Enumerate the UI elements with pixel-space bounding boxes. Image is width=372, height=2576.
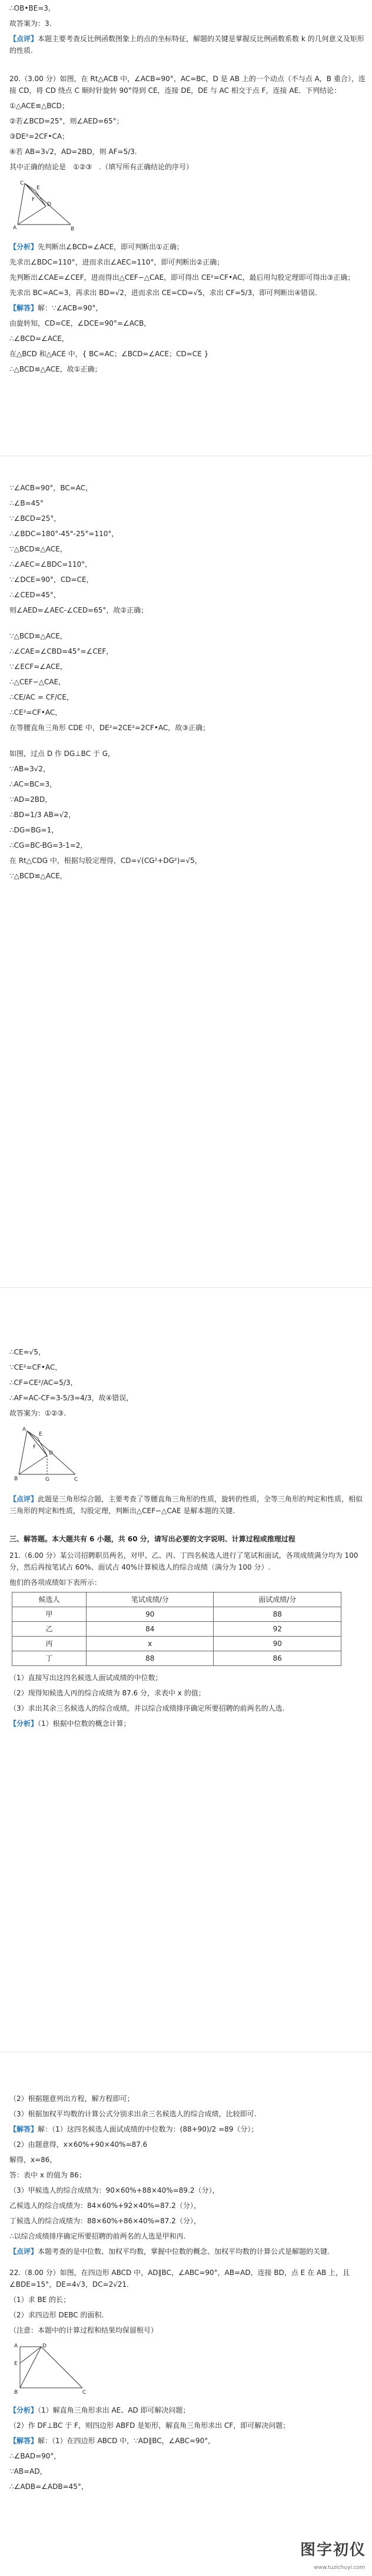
solution-text: 解：（1）这四名候选人面试成绩的中位数为：(88+90)/2 =89（分）； [38, 2125, 258, 2133]
text-line: 在等腰直角三角形 CDE 中，DE²=2CE²=2CF•AC，故③正确； [9, 724, 210, 732]
fig-label: E [14, 2361, 18, 2367]
question-21-table-intro: 他们的各项成绩如下表所示： [9, 1578, 102, 1587]
table-cell: 90 [86, 1607, 214, 1622]
sub-question: （1）直接写出这四名候选人面试成绩的中位数； [9, 1674, 162, 1682]
fig-label: C [20, 180, 24, 186]
solution-text: （2）由题意得，x×60%+90×40%=87.6 [9, 2140, 148, 2149]
solution-text: 乙候选人的综合成绩为：84×60%+92×40%=87.2（分）， [9, 2202, 201, 2210]
analysis-paragraph [9, 2404, 367, 2416]
analysis-text: 先求出 BC=AC=3，再求出 BD=√2，进而求出 CE=CD=√5，求出 CF=5/3，即可判断出④错误. [9, 289, 317, 297]
fig-label: E [39, 1431, 42, 1437]
sub-question: （2）求四边形 DEBC 的面积. [9, 2311, 104, 2319]
solution-text: ∴∠BCD=∠ACE， [9, 334, 69, 343]
geometry-figure-q22 [12, 2342, 88, 2395]
fig-label: A [22, 1427, 26, 1433]
fig-label: C [82, 2390, 87, 2395]
table-cell: 丁 [12, 1651, 87, 1666]
text-line: 如图，过点 D 作 DG⊥BC 于 G， [9, 750, 115, 758]
solution-text: （3）甲候选人的综合成绩为：90×60%+88×40%=89.2（分）， [9, 2186, 220, 2194]
fig-label: B [14, 1476, 18, 1482]
text-line: ∵AD=2BD， [9, 795, 52, 804]
analysis-text: 先判断出∠CAE=∠CEF，进而得出△CEF∽△CAE，即可得出 CE²=CF•AC，最后用勾股定理即可得出③正确； [9, 273, 355, 282]
text-line: 故答案为：3. [9, 19, 52, 28]
table-header-cell: 候选人 [12, 1593, 87, 1607]
text-line: ∵CE²=CF•AC， [9, 1363, 62, 1371]
analysis-text: （1）根据中位数的概念计算； [38, 1719, 131, 1728]
analysis-paragraph [9, 241, 367, 253]
section-title: 三、解答题。本大题共有 6 小题，共 60 分，请写出必要的文字说明、计算过程或推理过程 [9, 1535, 295, 1543]
question-20-stem: 20.（3.00 分）如图，在 Rt△ACB 中，∠ACB=90°，AC=BC，D 是 AB 上的一个动点（不与点 A，B 重合），连接 CD，将 CD 绕点 C 顺时针旋转 90°得到 CE，连接 DE，DE 与 AC 相交于点 F，连接 AE．下列结论： [9, 75, 366, 95]
statement-1: ①△ACE≌△BCD； [9, 102, 69, 110]
question-note: （注意：本题中的计算过程和结果均保留根号） [9, 2326, 158, 2334]
text-line: ∴AF=AC-CF=3-5/3=4/3，故④错误， [9, 1394, 134, 1402]
table-cell: 丙 [12, 1637, 87, 1651]
solution-paragraph [9, 2123, 367, 2135]
table-cell: 92 [214, 1622, 341, 1637]
table-row [12, 1651, 341, 1666]
table-row [12, 1637, 341, 1651]
analysis-tag: 【分析】 [9, 2406, 38, 2414]
solution-tag: 【解答】 [9, 304, 38, 312]
note-paragraph [9, 1493, 367, 1517]
solution-text: ∵AB=AD， [9, 2467, 47, 2475]
text-line: ∵∠DCE=90°，CD=CE， [9, 576, 94, 584]
analysis-tag: 【分析】 [9, 1719, 38, 1728]
question-20-answer-line: 其中正确的结论是 ①②③ .（填写所有正确结论的序号） [9, 163, 194, 171]
solution-text: ∴∠ADB=∠ADB=45°， [9, 2483, 88, 2491]
text-line: ∴OB•BE=3, [9, 4, 51, 12]
solution-text: 解：∵∠ACB=90°， [38, 304, 103, 312]
text-line: ∴∠CED=45°， [9, 591, 61, 599]
note-text: 本题考查的是中位数、加权平均数，掌握中位数的概念、加权平均数的计算公式是解题的关键. [38, 2247, 330, 2256]
text-line: ∵△BCD≌△ACE， [9, 872, 67, 880]
table-header-row [12, 1593, 341, 1607]
fig-label: B [71, 226, 75, 232]
fig-label: E [36, 185, 40, 191]
fig-label: C [74, 1477, 78, 1483]
analysis-tag: 【分析】 [9, 243, 38, 251]
page-3 [5, 1346, 367, 1733]
text-line: ∴DG=BG=1， [9, 826, 59, 834]
text-line: ∴CE=√5， [9, 1348, 45, 1356]
text-line: ∴∠AEC=∠BDC=110°， [9, 560, 92, 568]
table-cell: 84 [86, 1622, 214, 1637]
text-line: ∴AC=BC=3， [9, 780, 57, 788]
text-line: ∴BD=1/3 AB=√2， [9, 811, 76, 819]
text-line: （3）根据加权平均数的计算公式分别求出余三名候选人的综合成绩，比较即可. [9, 2110, 257, 2118]
solution-text: 解：（1）在四边形 ABCD 中，∵AD∥BC，∠ABC=90°， [38, 2437, 215, 2445]
solution-paragraph [9, 302, 367, 314]
sub-question: （3）求出其余三名候选人的综合成绩，并以综合成绩排序确定所要招聘的前两名的人选. [9, 1704, 285, 1712]
geometry-figure-q20 [12, 179, 77, 232]
page-2 [5, 482, 367, 885]
solution-paragraph [9, 2435, 367, 2447]
text-line: ∴∠B=45° [9, 499, 44, 507]
note-text: 此题是三角形综合题，主要考查了等腰直角三角形的性质，旋转的性质，全等三角形的判定和性质，相似三角形的判定和性质，勾股定理，判断出△CEF∽△CAE 是解本题的关键. [9, 1495, 363, 1515]
geometry-figure-q20-solution [12, 1425, 82, 1484]
solution-text: ∴△BCD≌△ACE，故①正确； [9, 365, 102, 373]
text-line: 故答案为：①②③. [9, 1409, 67, 1417]
table-row [12, 1622, 341, 1637]
statement-3: ③DE²=2CF•CA； [9, 132, 69, 140]
watermark-logo-text: 图字初仪 [300, 2541, 366, 2559]
text-line: ∵△BCD≌△ACE， [9, 632, 67, 640]
table-cell: 甲 [12, 1607, 87, 1622]
table-cell: 乙 [12, 1622, 87, 1637]
solution-text: 在△BCD 和△ACE 中，{ BC=AC；∠BCD=∠ACE；CD=CE } [9, 350, 209, 358]
solution-text: 答：表中 x 的值为 86； [9, 2171, 86, 2179]
fig-label: F [33, 1444, 36, 1450]
text-line: ∵∠ECF=∠ACE， [9, 663, 68, 671]
solution-tag: 【解答】 [9, 2125, 38, 2133]
solution-text: ∴∠BAD=90°， [9, 2452, 61, 2460]
note-tag: 【点评】 [9, 1495, 38, 1503]
solution-text: 解得，x=86， [9, 2156, 57, 2164]
text-line: ∵∠ACB=90°，BC=AC， [9, 484, 93, 492]
table-row [12, 1607, 341, 1622]
solution-text: 丁候选人的综合成绩为：88×60%+86×40%=87.2（分）， [9, 2217, 201, 2225]
table-cell: 86 [214, 1651, 341, 1666]
analysis-text: （2）作 DF⊥BC 于 F，则四边形 ABFD 是矩形，解直角三角形求出 CF，即可解决问题； [9, 2421, 290, 2430]
sub-question: （2）现得知候选人丙的综合成绩为 87.6 分，求表中 x 的值； [9, 1689, 205, 1697]
text-line: ∵AB=3√2， [9, 765, 51, 773]
score-table [12, 1592, 341, 1666]
solution-text: 由旋转知，CD=CE，∠DCE=90°=∠ACB， [9, 319, 151, 327]
text-line: ∴CE/AC = CF/CE， [9, 693, 74, 701]
sub-question: （1）求 BE 的长； [9, 2296, 71, 2304]
analysis-text: （1）解直角三角形求出 AE、AD 即可解决问题； [38, 2406, 190, 2414]
table-cell: 88 [214, 1607, 341, 1622]
table-header-cell: 笔试成绩/分 [86, 1593, 214, 1607]
page-divider [0, 1287, 372, 1288]
solution-text: ∴以综合成绩排序确定所要招聘的前两名的人选是甲和丙. [9, 2232, 186, 2240]
fig-label: A [13, 225, 17, 231]
text-line: ∴CF=CE²/AC=5/3， [9, 1379, 78, 1387]
fig-label: A [14, 2343, 18, 2349]
page-4 [5, 2093, 367, 2496]
note-paragraph [9, 2246, 367, 2257]
question-21-stem: 21.（6.00 分）某公司招聘职员两名，对甲、乙、丙、丁四名候选人进行了笔试和面试，各项成绩满分均为 100 分，然后再按笔试占 60%、面试占 40%计算候选人的综合成绩（满分为 100 分）. [9, 1551, 361, 1571]
note-tag: 【点评】 [9, 2247, 38, 2256]
watermark-url: www.tuzichuyi.com [314, 2565, 365, 2571]
text-line: ∴∠CAE=∠CBD=45°=∠CEF， [9, 647, 114, 655]
text-line: 在 Rt△CDG 中，根据勾股定理得，CD=√(CG²+DG²)=√5， [9, 857, 202, 865]
note-tag: 【点评】 [9, 35, 38, 43]
statement-2: ②若∠BCD=25°，则∠AED=65°； [9, 117, 124, 125]
solution-tag: 【解答】 [9, 2437, 38, 2445]
table-cell: 88 [86, 1651, 214, 1666]
fig-label: F [32, 197, 35, 203]
table-header-cell: 面试成绩/分 [214, 1593, 341, 1607]
fig-label: D [42, 2343, 46, 2349]
note-text: 本题主要考查反比例函数图象上的点的坐标特征，解题的关键是掌握反比例函数系数 k 的几何意义及矩形的性质. [9, 35, 364, 55]
text-line: ∵∠BCD=25°， [9, 514, 61, 523]
page-1 [5, 2, 367, 379]
analysis-text: 先判断出∠BCD=∠ACE，即可判断出①正确； [38, 243, 184, 251]
note-paragraph [9, 33, 367, 56]
fig-label: G [45, 1477, 49, 1483]
table-cell: 90 [214, 1637, 341, 1651]
analysis-paragraph [9, 1718, 367, 1729]
statement-4: ④若 AB=3√2，AD=2BD，则 AF=5/3. [9, 148, 137, 156]
site-watermark [266, 2541, 366, 2571]
text-line: ∴△CEF∽△CAE， [9, 678, 66, 686]
text-line: ∵△BCD≌△ACE， [9, 545, 67, 553]
table-cell: x [86, 1637, 214, 1651]
text-line: 则∠AED=∠AEC-∠CED=65°，故②正确； [9, 606, 148, 614]
fig-label: D [47, 202, 51, 208]
text-line: ∴CG=BC-BG=3-1=2， [9, 841, 88, 849]
fig-label: D [49, 1450, 53, 1456]
text-line: ∴∠BDC=180°-45°-25°=110°， [9, 530, 119, 538]
analysis-text: 先求出∠BDC=110°，进而求出∠AEC=110°，即可判断出②正确； [9, 258, 224, 266]
fig-label: B [14, 2390, 18, 2395]
text-line: （2）根据题意列出方程，解方程即可； [9, 2095, 134, 2103]
text-line: ∴CE²=CF•AC， [9, 708, 62, 717]
question-22-stem: 22.（8.00 分）如图，在四边形 ABCD 中，AD∥BC，∠ABC=90°，AB=AD，连接 BD，点 E 在 AB 上，且∠BDE=15°，DE=4√3，DC=2√21. [9, 2269, 350, 2289]
